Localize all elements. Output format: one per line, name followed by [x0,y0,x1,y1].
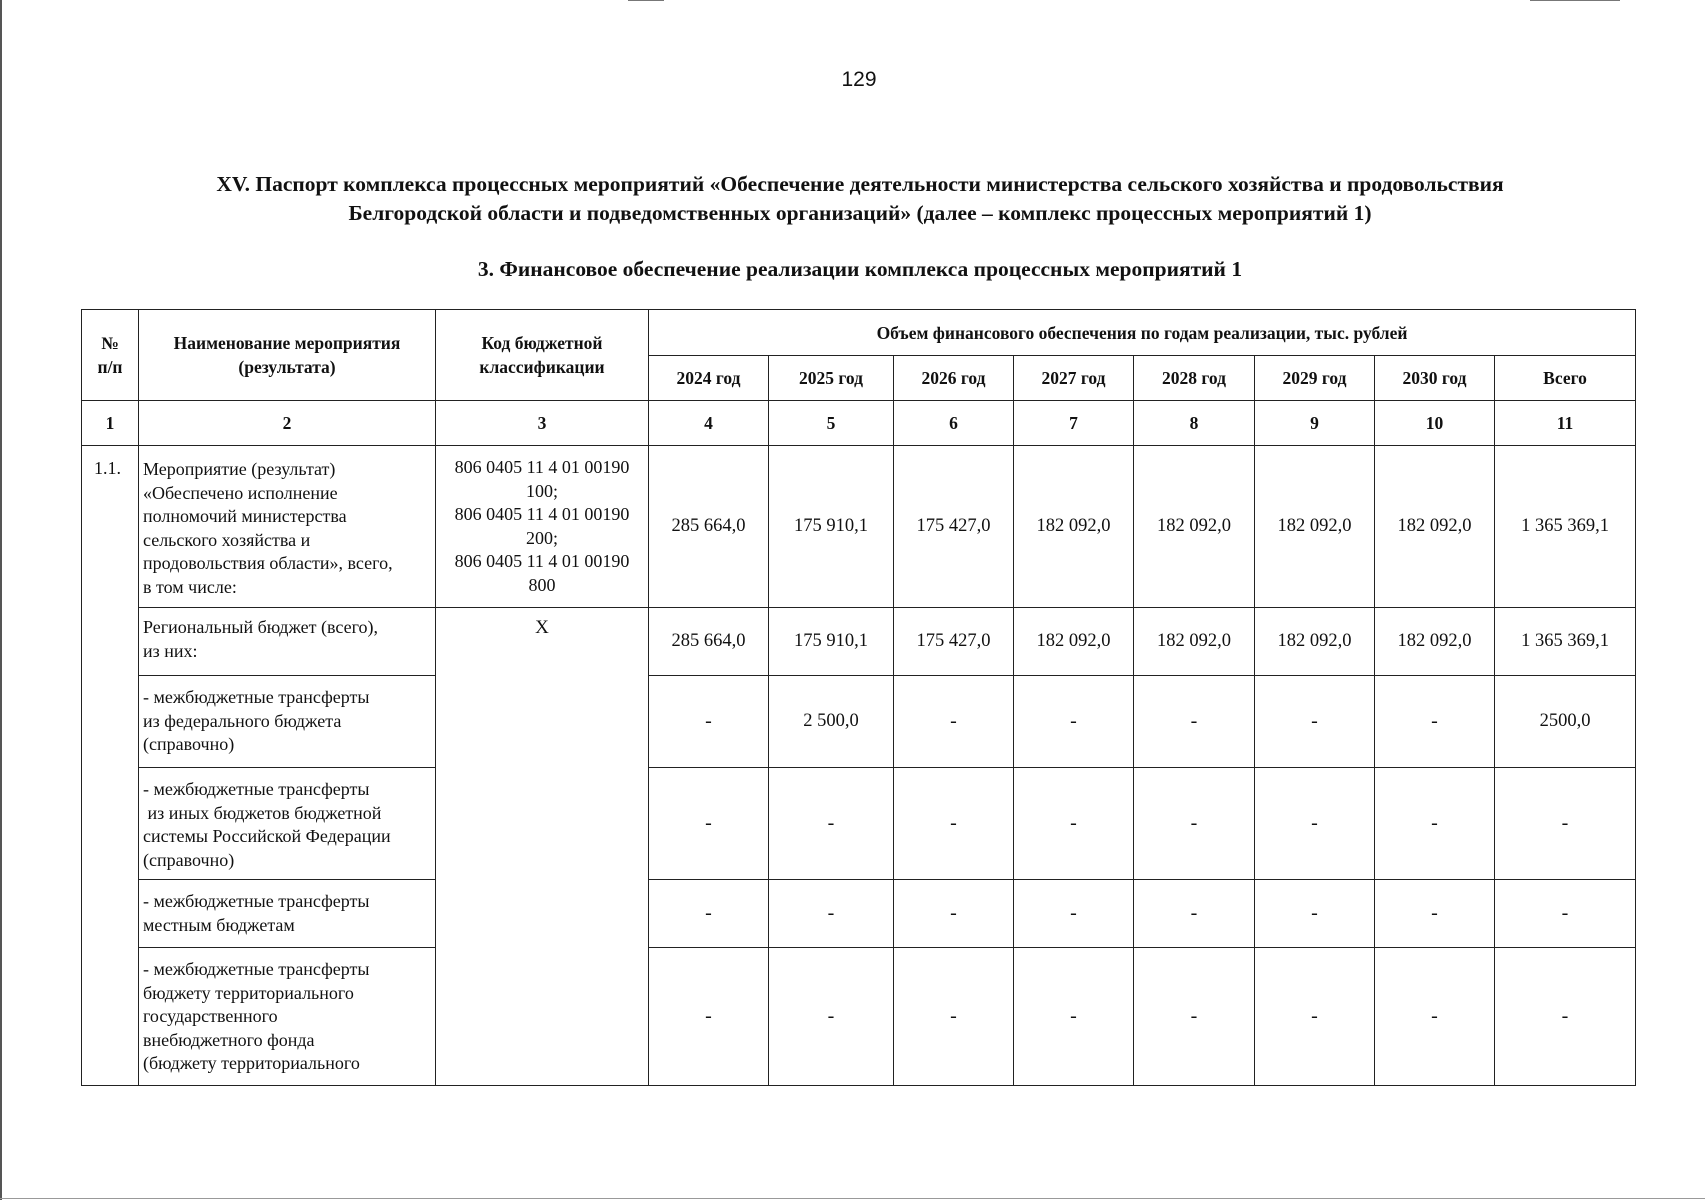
header-year-2024: 2024 год [649,356,769,401]
budget-code-cell: X [436,608,649,1086]
title-line-1: XV. Паспорт комплекса процессных мероприятий «Обеспечение деятельности министерства сельского хозяйства и продовольствия [216,172,1504,196]
column-number: 8 [1134,401,1255,446]
row-number-cell: 1.1. [82,446,139,1086]
header-total: Всего [1495,356,1636,401]
column-number: 6 [894,401,1014,446]
measure-name-cell: - межбюджетные трансферты бюджету территориального государственного внебюджетного фонда (бюджету территориального [139,948,436,1086]
value-cell: - [769,880,894,948]
value-cell: 1 365 369,1 [1495,608,1636,676]
value-cell: 182 092,0 [1375,446,1495,608]
measure-name-cell: Мероприятие (результат) «Обеспечено исполнение полномочий министерства сельского хозяйства и продовольствия области», всего, в том числе: [139,446,436,608]
value-cell: - [1014,768,1134,880]
value-cell: 182 092,0 [1255,446,1375,608]
value-cell: - [769,768,894,880]
value-cell: - [1134,948,1255,1086]
title-line-2: Белгородской области и подведомственных организаций» (далее – комплекс процессных мероприятий 1) [348,201,1372,225]
value-cell: - [1134,880,1255,948]
value-cell: - [1375,948,1495,1086]
value-cell: - [649,768,769,880]
value-cell: 182 092,0 [1014,608,1134,676]
value-cell: 182 092,0 [1134,446,1255,608]
table-row [82,948,1636,1086]
value-cell: 285 664,0 [649,608,769,676]
value-cell: - [1134,768,1255,880]
value-cell: 2 500,0 [769,676,894,768]
page-number: 129 [841,68,877,91]
scan-edge-top-mark [1530,0,1620,1]
value-cell: 182 092,0 [1375,608,1495,676]
measure-name-cell: - межбюджетные трансферты из иных бюджетов бюджетной системы Российской Федерации (справочно) [139,768,436,880]
table-row [82,446,1636,608]
table-row [82,676,1636,768]
header-year-2028: 2028 год [1134,356,1255,401]
header-code: Код бюджетной классификации [436,310,649,401]
header-year-2029: 2029 год [1255,356,1375,401]
header-year-2027: 2027 год [1014,356,1134,401]
value-cell: - [1014,676,1134,768]
column-number: 11 [1495,401,1636,446]
header-year-2025: 2025 год [769,356,894,401]
value-cell: - [894,676,1014,768]
header-funding-group: Объем финансового обеспечения по годам реализации, тыс. рублей [649,310,1636,356]
column-number: 4 [649,401,769,446]
value-cell: - [649,676,769,768]
scan-edge-top-mark [628,0,664,1]
value-cell: - [1375,880,1495,948]
value-cell: - [649,948,769,1086]
scan-edge-bottom [0,1198,1705,1199]
value-cell: - [1255,768,1375,880]
header-row-top [82,310,1636,356]
value-cell: - [1255,948,1375,1086]
value-cell: 182 092,0 [1014,446,1134,608]
value-cell: 2500,0 [1495,676,1636,768]
measure-name-cell: - межбюджетные трансферты местным бюджетам [139,880,436,948]
table-row [82,768,1636,880]
scan-edge-left [0,0,2,1200]
column-number: 7 [1014,401,1134,446]
column-number: 10 [1375,401,1495,446]
value-cell: - [1014,948,1134,1086]
column-number: 3 [436,401,649,446]
value-cell: - [649,880,769,948]
header-year-2026: 2026 год [894,356,1014,401]
column-numbers-row [82,401,1636,446]
document-title [80,170,1640,228]
value-cell: - [894,948,1014,1086]
column-number: 1 [82,401,139,446]
value-cell: 175 427,0 [894,608,1014,676]
column-number: 2 [139,401,436,446]
budget-code-cell: 806 0405 11 4 01 00190 100; 806 0405 11 4 01 00190 200; 806 0405 11 4 01 00190 800 [436,446,649,608]
header-year-2030: 2030 год [1375,356,1495,401]
value-cell: 175 910,1 [769,446,894,608]
measure-name-cell: Региональный бюджет (всего), из них: [139,608,436,676]
value-cell: - [1255,880,1375,948]
value-cell: - [1495,880,1636,948]
value-cell: 182 092,0 [1255,608,1375,676]
header-name: Наименование мероприятия (результата) [139,310,436,401]
value-cell: 175 427,0 [894,446,1014,608]
header-num: № п/п [82,310,139,401]
value-cell: 1 365 369,1 [1495,446,1636,608]
column-number: 9 [1255,401,1375,446]
table-row [82,608,1636,676]
value-cell: - [1495,948,1636,1086]
financing-table [81,309,1636,1086]
value-cell: - [894,768,1014,880]
value-cell: - [1255,676,1375,768]
value-cell: - [1134,676,1255,768]
section-subtitle: 3. Финансовое обеспечение реализации комплекса процессных мероприятий 1 [477,257,1243,281]
value-cell: - [769,948,894,1086]
value-cell: 285 664,0 [649,446,769,608]
value-cell: - [1375,768,1495,880]
column-number: 5 [769,401,894,446]
value-cell: - [894,880,1014,948]
value-cell: - [1014,880,1134,948]
measure-name-cell: - межбюджетные трансферты из федерального бюджета (справочно) [139,676,436,768]
value-cell: 175 910,1 [769,608,894,676]
value-cell: 182 092,0 [1134,608,1255,676]
table-row [82,880,1636,948]
value-cell: - [1495,768,1636,880]
value-cell: - [1375,676,1495,768]
